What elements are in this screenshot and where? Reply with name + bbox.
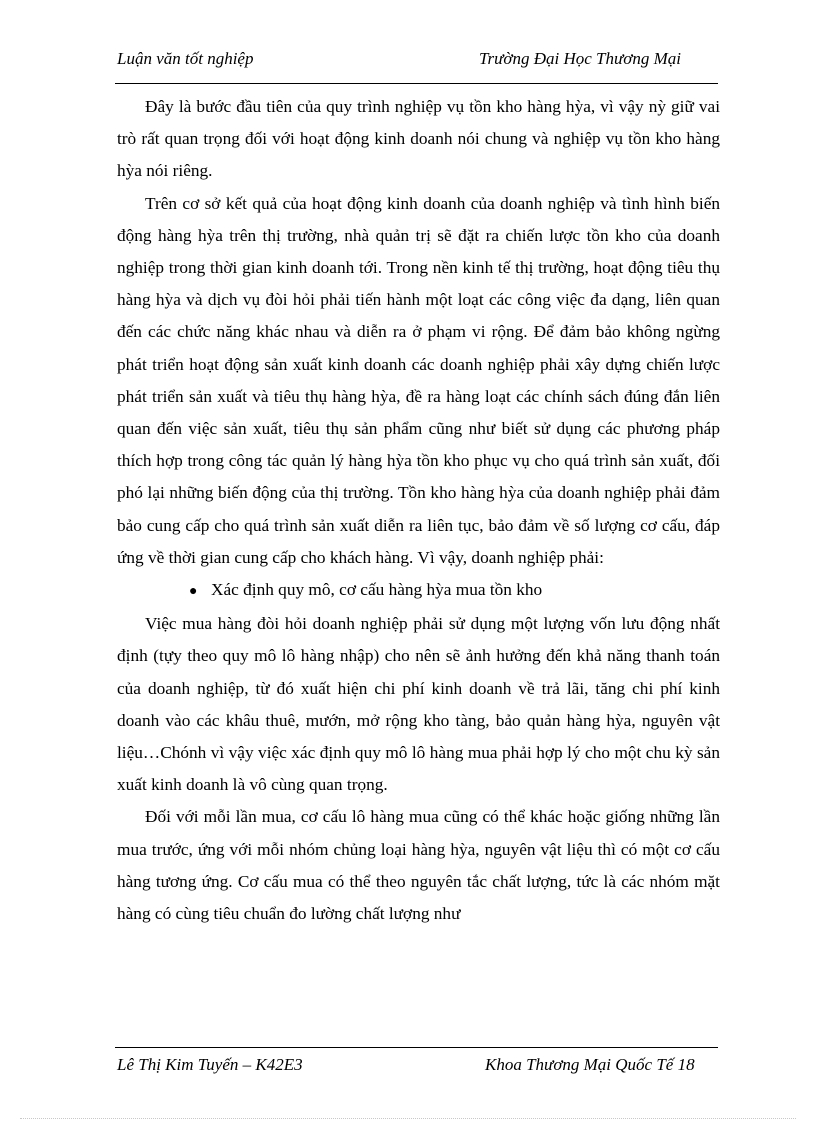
page-footer-right [485,1055,695,1075]
footer-rule [115,1047,718,1048]
bullet-item [117,574,720,608]
paragraph-3: Việc mua hàng đòi hỏi doanh nghiệp phải sử dụng một lượng vốn lưu động nhất định (tựy theo quy mô lô hàng nhập) cho nên sẽ ảnh hưởng đến khả năng thanh toán của doanh nghiệp, từ đó xuất hiện chi phí kinh doanh về trả lãi, tăng chi phí kinh doanh vào các khâu thuê, mướn, mở rộng kho tàng, bảo quản hàng hỳa, nguyên vật liệu…Chónh vì vậy việc xác định quy mô lô hàng mua phải hợp lý cho một chu kỳ sản xuất kinh doanh là vô cùng quan trọng. [117,614,720,795]
page-number: 18 [677,1055,695,1074]
paragraph-1: Đây là bước đầu tiên của quy trình nghiệp vụ tồn kho hàng hỳa, vì vậy nỳ giữ vai trò rất quan trọng đối với hoạt động kinh doanh nói chung và nghiệp vụ tồn kho hàng hỳa nói riêng. [117,97,720,181]
page-header-right: Trường Đại Học Thương Mại [479,49,681,68]
footer-department: Khoa Thương Mại Quốc Tế [485,1055,674,1074]
bullet-dot-icon: ● [189,584,198,600]
page-footer-left: Lê Thị Kim Tuyến – K42E3 [117,1055,303,1074]
bullet-text: Xác định quy mô, cơ cấu hàng hỳa mua tồn kho [211,580,543,600]
page-header-left: Luận văn tốt nghiệp [117,49,254,68]
paragraph-2: Trên cơ sở kết quả của hoạt động kinh doanh của doanh nghiệp và tình hình biến động hàng hỳa trên thị trường, nhà quản trị sẽ đặt ra chiến lược tồn kho của doanh nghiệp trong thời gian kinh doanh tới. Trong nền kinh tế thị trường, hoạt động tiêu thụ hàng hỳa và dịch vụ đòi hỏi phải tiến hành một loạt các công việc đa dạng, liên quan đến các chức năng khác nhau và diễn ra ở phạm vi rộng. Để đảm bảo không ngừng phát triển hoạt động sản xuất kinh doanh các doanh nghiệp phải xây dựng chiến lược phát triển sản xuất và tiêu thụ hàng hỳa, đề ra hàng loạt các chính sách đúng đắn liên quan đến việc sản xuất, tiêu thụ sản phẩm cũng như biết sử dụng các phương pháp thích hợp trong công tác quản lý hàng hỳa tồn kho phục vụ cho quá trình sản xuất, đối phó lại những biến động của thị trường. Tồn kho hàng hỳa của doanh nghiệp phải đảm bảo cung cấp cho quá trình sản xuất diễn ra liên tục, bảo đảm về số lượng cơ cấu, đáp ứng về thời gian cung cấp cho khách hàng. Vì vậy, doanh nghiệp phải: [117,193,720,567]
body-text [117,91,720,930]
page-bottom-border [20,1118,796,1119]
header-rule [115,83,718,84]
paragraph-4: Đối với mỗi lần mua, cơ cấu lô hàng mua cũng có thể khác hoặc giống những lần mua trước, ứng với mỗi nhóm chủng loại hàng hỳa, nguyên vật liệu thì có một cơ cấu hàng tương ứng. Cơ cấu mua có thể theo nguyên tắc chất lượng, tức là các nhóm mặt hàng có cùng tiêu chuẩn đo lường chất lượng như [117,807,720,924]
